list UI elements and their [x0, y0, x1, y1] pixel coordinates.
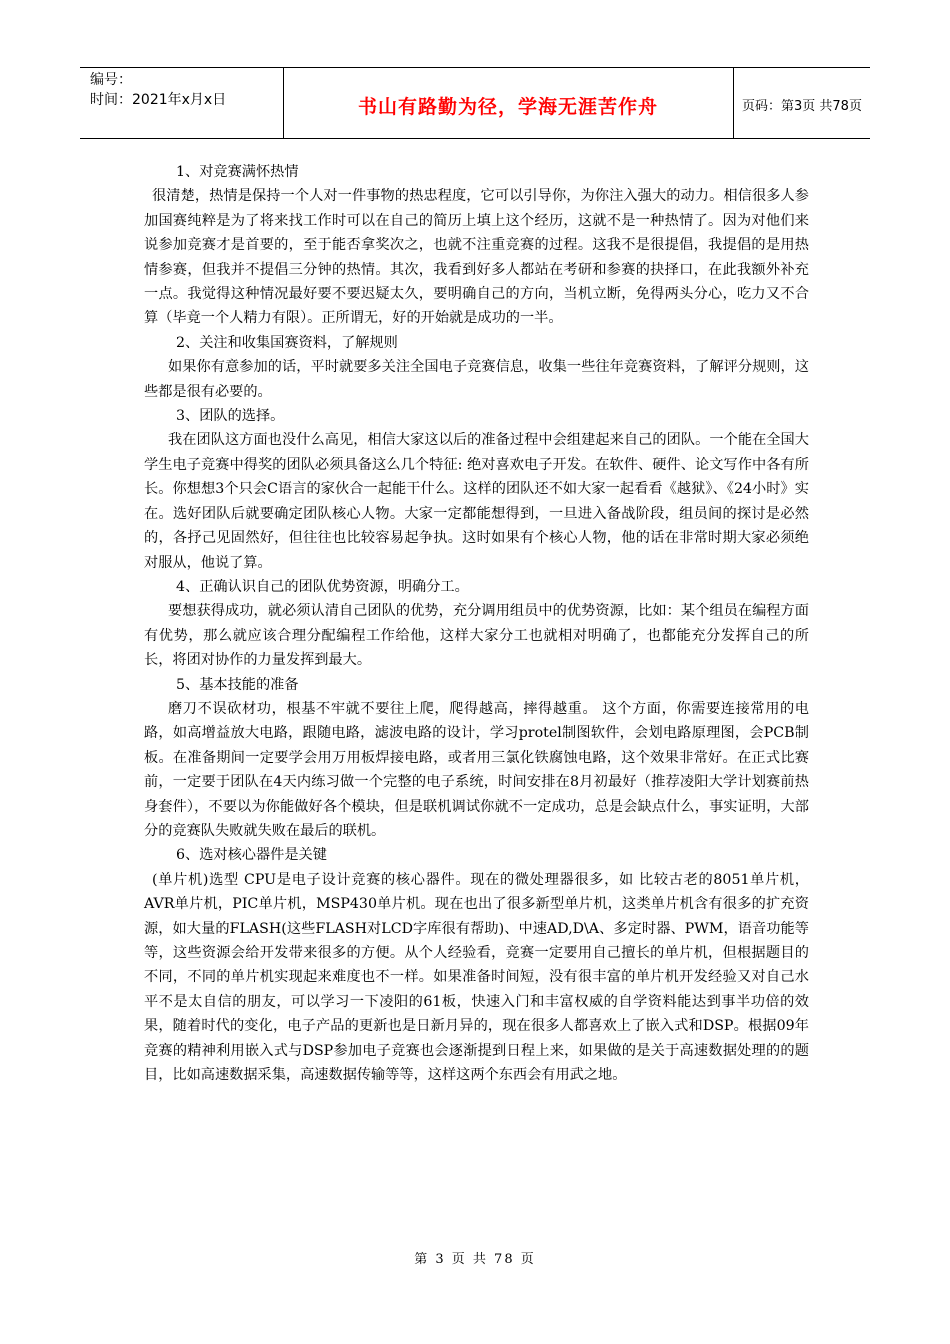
section-heading: 5、基本技能的准备 — [176, 676, 299, 693]
section-paragraph: 我在团队这方面也没什么高见，相信大家这以后的准备过程中会组建起来自己的团队。一个能在全国大学生电子竞赛中得奖的团队必须具备这么几个特征: 绝对喜欢电子开发。在软件、硬件、论文写作中各有所长。你想想3个只会C语言的家伙合一起能干什么。这样的团队还不如大家一起看看《越狱》、《24小时》实在。选好团队后就要确定团队核心人物。大家一定都能想得到，一旦进入备战阶段，组员间的探讨是必然的，各抒己见固然好，但往往也比较容易起争执。这时如果有个核心人物，他的话在非常时期大家必须绝对服从，他说了算。 — [144, 432, 809, 571]
section-paragraph: 很清楚，热情是保持一个人对一件事物的热忠程度，它可以引导你，为你注入强大的动力。相信很多人参加国赛纯粹是为了将来找工作时可以在自己的简历上填上这个经历，这就不是一种热情了。因为对他们来说参加竞赛才是首要的，至于能否拿奖次之，也就不注重竞赛的过程。这我不是很提倡，我提倡的是用热情参赛，但我并不提倡三分钟的热情。其次，我看到好多人都站在考研和参赛的抉择口，在此我额外补充一点。我觉得这种情况最好要不要迟疑太久，要明确自己的方向，当机立断，免得两头分心，吃力又不合算（毕竟一个人精力有限）。正所谓无，好的开始就是成功的一半。 — [144, 188, 809, 327]
header-page-cell — [734, 68, 870, 138]
section-heading: 6、选对核心器件是关键 — [176, 847, 327, 864]
section-heading: 3、团队的选择。 — [176, 408, 285, 425]
document-body — [144, 160, 809, 1087]
section-heading: 2、关注和收集国赛资料，了解规则 — [176, 334, 398, 351]
section-paragraph: (单片机)选型 CPU是电子设计竞赛的核心器件。现在的微处理器很多，如 比较古老的8051单片机，AVR单片机，PIC单片机，MSP430单片机。现在也出了很多新型单片机，这类单片机含有很多的扩充资源，如大量的FLASH(这些FLASH对LCD字库很有帮助)、中速AD,D\A、多定时器、PWM，语音功能等等，这些资源会给开发带来很多的方便。从个人经验看，竞赛一定要用自己擅长的单片机，但根据题目的不同，不同的单片机实现起来难度也不一样。如果准备时间短，没有很丰富的单片机开发经验又对自己水平不是太自信的朋友，可以学习一下凌阳的61板，快速入门和丰富权威的自学资料能达到事半功倍的效果，随着时代的变化，电子产品的更新也是日新月异的，现在很多人都喜欢上了嵌入式和DSP。根据09年竞赛的精神利用嵌入式与DSP参加电子竞赛也会逐渐提到日程上来，如果做的是关于高速数据处理的的题目，比如高速数据采集，高速数据传输等等，这样这两个东西会有用武之地。 — [144, 871, 809, 1084]
section-paragraph: 如果你有意参加的话，平时就要多关注全国电子竞赛信息，收集一些往年竞赛资料，了解评分规则，这些都是很有必要的。 — [144, 359, 809, 400]
header-info-cell — [80, 68, 284, 138]
page-header — [80, 67, 870, 139]
time-label: 时间：2021年x月x日 — [90, 92, 227, 108]
section-paragraph: 磨刀不误砍材功，根基不牢就不要往上爬，爬得越高，摔得越重。 这个方面，你需要连接常用的电路，如高增益放大电路，跟随电路，滤波电路的设计，学习protel制图软件，会划电路原理图，会PCB制板。在准备期间一定要学会用万用板焊接电路，或者用三氯化铁腐蚀电路，这个效果非常好。在正式比赛前，一定要于团队在4天内练习做一个完整的电子系统，时间安排在8月初最好（推荐凌阳大学计划赛前热身套件），不要以为你能做好各个模块，但是联机调试你就不一定成功，总是会缺点什么，事实证明，大部分的竞赛队失败就失败在最后的联机。 — [144, 700, 809, 839]
section-heading: 1、对竞赛满怀热情 — [176, 164, 299, 180]
header-motto-cell — [283, 68, 734, 138]
section-paragraph: 要想获得成功，就必须认清自己团队的优势，充分调用组员中的优势资源，比如：某个组员在编程方面有优势，那么就应该合理分配编程工作给他，这样大家分工也就相对明确了，也都能充分发挥自己的所长，将团对协作的力量发挥到最大。 — [144, 603, 809, 669]
page-code: 页码：第3页 共78页 — [742, 99, 862, 114]
serial-label: 编号： — [90, 72, 132, 88]
motto-text: 书山有路勤为径，学海无涯苦作舟 — [357, 96, 658, 118]
page-footer: 第 3 页 共 78 页 — [414, 1252, 536, 1267]
section-heading: 4、正确认识自己的团队优势资源，明确分工。 — [176, 578, 469, 595]
